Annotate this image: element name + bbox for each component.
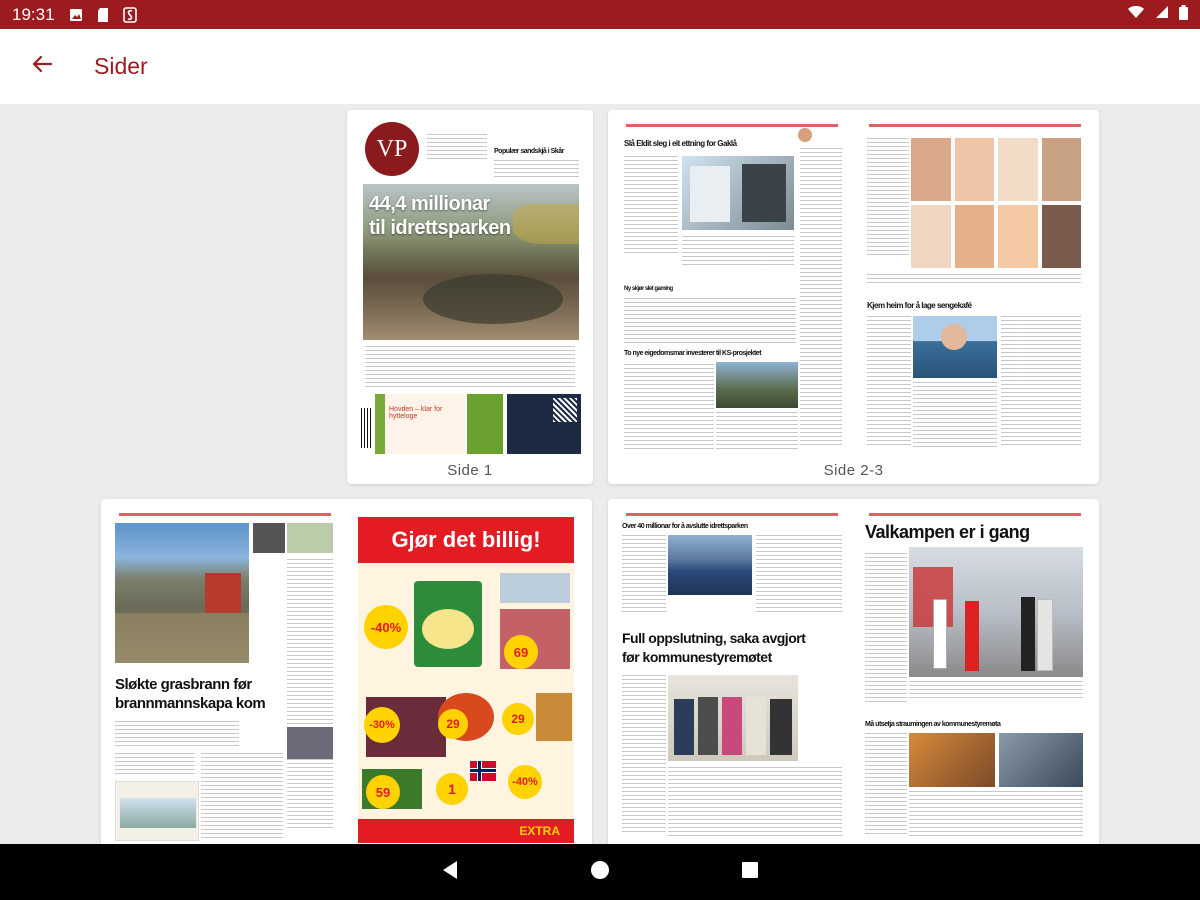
front-teaser: Populær sandskjå i Skår xyxy=(494,148,564,155)
norway-flag-icon xyxy=(470,761,496,781)
page-2-sub2: To nye eigedomsmar investerer til KS-prosjektet xyxy=(624,350,762,357)
page-6-topline: Over 40 millionar for å avslutte idrettsparken xyxy=(622,523,748,530)
page-7 xyxy=(861,507,1089,843)
page-thumbnail-side-6-7[interactable] xyxy=(608,499,1099,844)
front-headline-1: 44,4 millionar xyxy=(369,193,490,215)
page-thumbnail-side-4-5[interactable] xyxy=(101,499,592,844)
page-7-sub: Må utsetja straumingen av kommunestyremøta xyxy=(865,721,1001,728)
ad-discount-1: -40% xyxy=(364,605,408,649)
ad-price-3: 29 xyxy=(502,703,534,735)
page-3-headline: Kjem heim for å lage sengekafé xyxy=(867,301,972,310)
page-label: Side 2-3 xyxy=(823,462,884,479)
pages-grid xyxy=(0,104,1200,844)
nav-back-button[interactable] xyxy=(430,852,470,892)
page-3 xyxy=(861,118,1089,454)
page-thumbnail-side-1[interactable] xyxy=(347,110,593,484)
ad-price-5: 1 xyxy=(436,773,468,805)
page-2-sub1: Ny skjør slet gaming xyxy=(624,286,673,292)
front-ad: Hovden – klar for hytteloge xyxy=(375,394,465,454)
ad-discount-2: -30% xyxy=(364,707,400,743)
ad-price-2: 29 xyxy=(438,709,468,739)
triangle-back-icon xyxy=(441,860,459,885)
page-4 xyxy=(111,507,339,843)
circle-home-icon xyxy=(590,860,610,885)
baby-photos-grid xyxy=(911,138,1081,268)
ad-discount-3: -40% xyxy=(508,765,542,799)
page-title: Sider xyxy=(94,53,148,79)
ad-title: Gjør det billig! xyxy=(358,517,574,563)
page-6 xyxy=(618,507,846,843)
page-thumbnail-side-2-3[interactable] xyxy=(608,110,1099,484)
arrow-back-icon xyxy=(31,53,53,80)
page-6-headline-1: Full oppslutning, saka avgjort xyxy=(622,630,806,646)
page-4-headline-2: brannmannskapa kom xyxy=(115,695,266,712)
back-button[interactable] xyxy=(20,45,64,89)
status-bar xyxy=(0,0,1200,29)
image-notification-icon xyxy=(69,7,83,23)
battery-icon xyxy=(1179,5,1188,25)
front-headline-2: til idrettsparken xyxy=(369,217,511,239)
front-page xyxy=(359,118,581,454)
navigation-bar xyxy=(0,844,1200,900)
extra-logo: EXTRA xyxy=(358,819,574,843)
app-notification-icon xyxy=(123,7,137,23)
signal-icon xyxy=(1155,5,1169,24)
page-7-headline: Valkampen er i gang xyxy=(865,522,1030,542)
page-4-headline-1: Sløkte grasbrann før xyxy=(115,676,252,693)
ad-price-4: 59 xyxy=(366,775,400,809)
nav-recents-button[interactable] xyxy=(730,852,770,892)
sd-card-icon xyxy=(96,7,110,23)
page-2-headline: Slå Eldit sleg i eit ettning for Gaklå xyxy=(624,139,737,148)
ad-price-1: 69 xyxy=(504,635,538,669)
vp-logo: VP xyxy=(365,122,419,176)
wifi-icon xyxy=(1127,5,1145,24)
page-6-headline-2: før kommunestyremøtet xyxy=(622,649,772,665)
barcode xyxy=(361,408,371,448)
page-5-ad xyxy=(354,507,582,843)
status-time: 19:31 xyxy=(12,4,55,24)
app-bar xyxy=(0,29,1200,104)
square-recents-icon xyxy=(741,861,759,884)
page-label: Side 1 xyxy=(447,462,493,479)
nav-home-button[interactable] xyxy=(580,852,620,892)
page-2 xyxy=(618,118,846,454)
